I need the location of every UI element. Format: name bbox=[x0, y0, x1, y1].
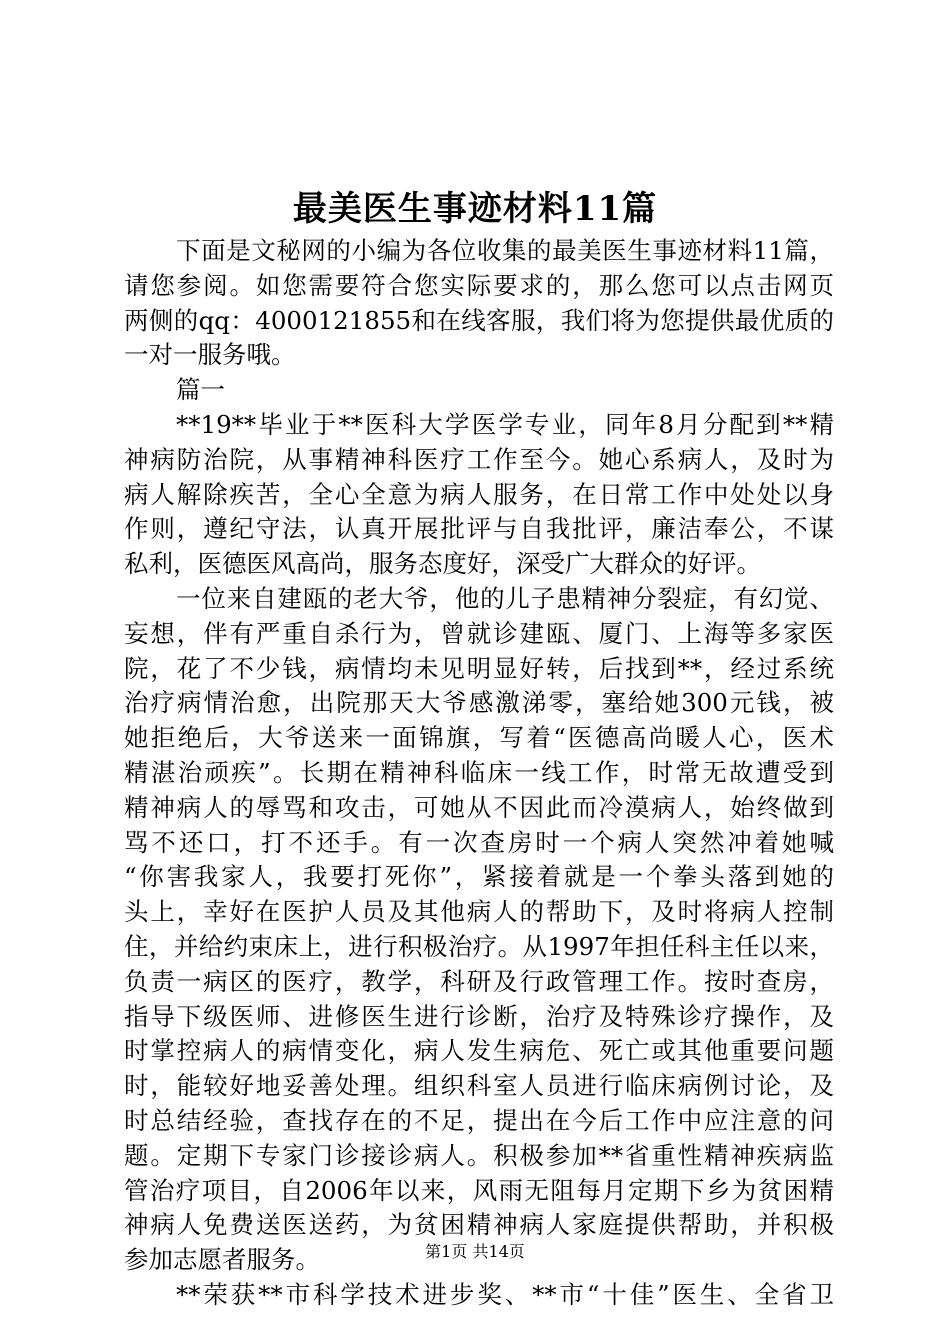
document-body bbox=[124, 234, 834, 1313]
text-line: 神病防治院，从事精神科医疗工作至今。她心系病人，及时为 bbox=[124, 444, 834, 474]
text-line: 作则，遵纪守法，认真开展批评与自我批评，廉洁奉公，不谋 bbox=[124, 514, 834, 544]
text-line: 头上，幸好在医护人员及其他病人的帮助下，及时将病人控制 bbox=[124, 897, 834, 927]
text-line: 妄想，伴有严重自杀行为，曾就诊建瓯、厦门、上海等多家医 bbox=[124, 618, 834, 648]
text-line: 精湛治顽疾”。长期在精神科临床一线工作，时常无故遭受到 bbox=[124, 757, 834, 787]
text-line: 私利，医德医风高尚，服务态度好，深受广大群众的好评。 bbox=[124, 549, 761, 579]
text-line: 两侧的qq：4000121855和在线客服，我们将为您提供最优质的 bbox=[124, 305, 834, 335]
text-line: 一对一服务哦。 bbox=[124, 340, 296, 370]
text-line: 她拒绝后，大爷送来一面锦旗，写着“医德高尚暖人心，医术 bbox=[124, 723, 834, 753]
text-line: 时总结经验，查找存在的不足，提出在今后工作中应注意的问 bbox=[124, 1105, 834, 1135]
text-line: 神病人免费送医送药，为贫困精神病人家庭提供帮助，并积极 bbox=[124, 1210, 834, 1240]
text-line: 指导下级医师、进修医生进行诊断，治疗及特殊诊疗操作，及 bbox=[124, 1001, 834, 1031]
text-line: 院，花了不少钱，病情均未见明显好转，后找到**，经过系统 bbox=[124, 653, 834, 683]
text-line: 病人解除疾苦，全心全意为病人服务，在日常工作中处处以身 bbox=[124, 479, 834, 509]
text-line: **19**毕业于**医科大学医学专业，同年8月分配到**精 bbox=[176, 409, 834, 439]
text-line: 时，能较好地妥善处理。组织科室人员进行临床病例讨论，及 bbox=[124, 1071, 834, 1101]
text-line: 参加志愿者服务。 bbox=[124, 1245, 320, 1275]
text-line: 请您参阅。如您需要符合您实际要求的，那么您可以点击网页 bbox=[124, 270, 834, 300]
page-footer: 第1页 共14页 bbox=[425, 1242, 525, 1261]
text-line: 管治疗项目，自2006年以来，风雨无阻每月定期下乡为贫困精 bbox=[124, 1175, 834, 1205]
text-line: 治疗病情治愈，出院那天大爷感激涕零，塞给她300元钱，被 bbox=[124, 688, 834, 718]
text-line: 骂不还口，打不还手。有一次查房时一个病人突然冲着她喊 bbox=[124, 827, 834, 857]
text-line: **荣获**市科学技术进步奖、**市“十佳”医生、全省卫 bbox=[176, 1279, 834, 1309]
text-line: 题。定期下专家门诊接诊病人。积极参加**省重性精神疾病监 bbox=[124, 1140, 834, 1170]
text-line: 住，并给约束床上，进行积极治疗。从1997年担任科主任以来， bbox=[124, 931, 834, 961]
text-line: 精神病人的辱骂和攻击，可她从不因此而冷漠病人，始终做到 bbox=[124, 792, 834, 822]
text-line: 时掌控病人的病情变化，病人发生病危、死亡或其他重要问题 bbox=[124, 1036, 834, 1066]
document-title: 最美医生事迹材料11篇 bbox=[292, 189, 658, 229]
text-line: 一位来自建瓯的老大爷，他的儿子患精神分裂症，有幻觉、 bbox=[176, 583, 834, 613]
text-line: 下面是文秘网的小编为各位收集的最美医生事迹材料11篇， bbox=[176, 236, 834, 265]
text-line: “你害我家人，我要打死你”，紧接着就是一个拳头落到她的 bbox=[124, 862, 834, 892]
section-heading: 篇一 bbox=[176, 375, 225, 405]
text-line: 负责一病区的医疗，教学，科研及行政管理工作。按时查房， bbox=[124, 966, 834, 996]
